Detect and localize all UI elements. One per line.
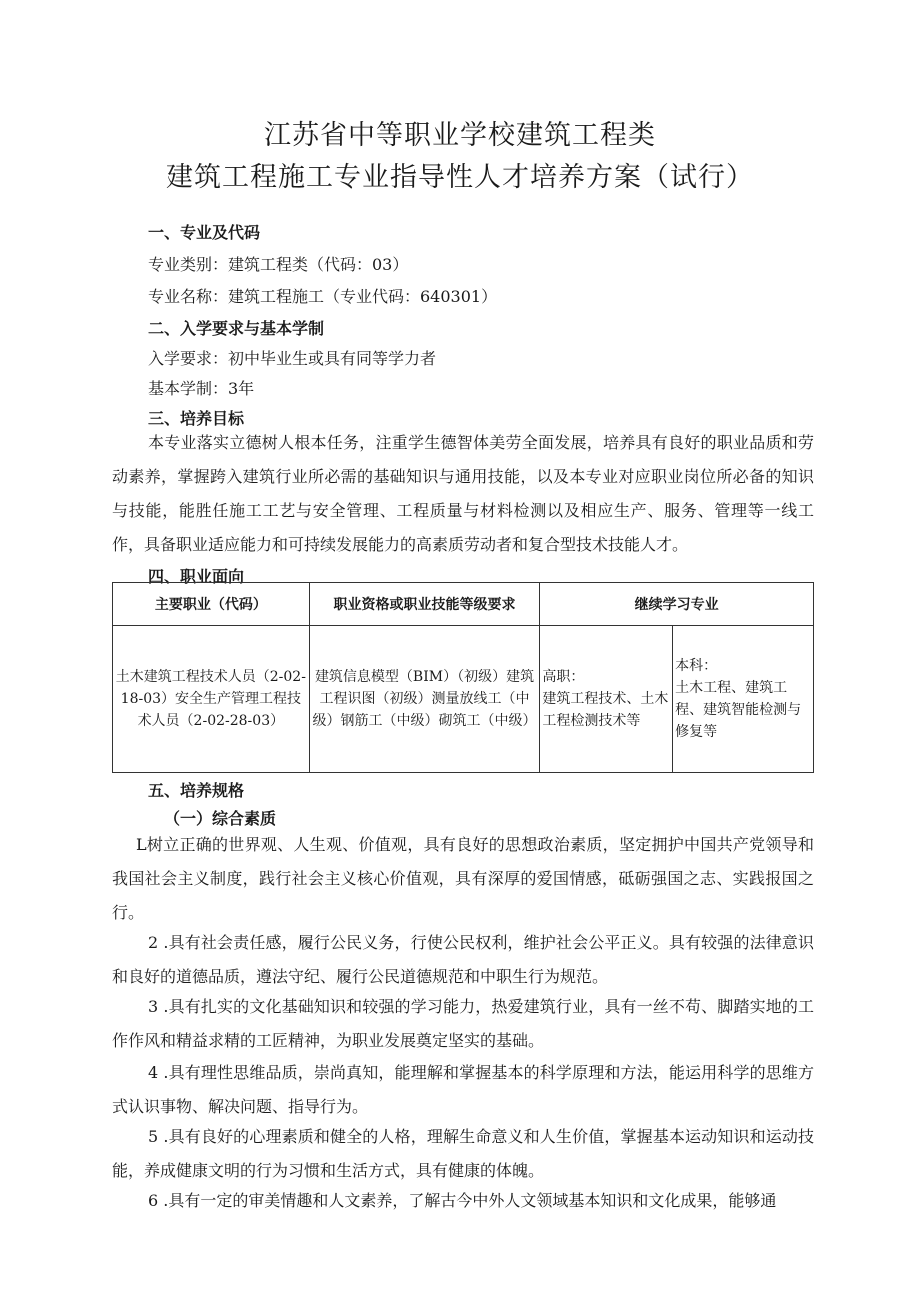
major-name: 专业名称：建筑工程施工（专业代码：640301）: [148, 287, 498, 306]
table-header-row: [113, 583, 814, 626]
table-row: [113, 626, 814, 773]
section2-heading: 二、入学要求与基本学制: [148, 319, 325, 338]
section3-heading: 三、培养目标: [148, 409, 245, 428]
undergraduate-majors: 土木工程、建筑工程、建筑智能检测与修复等: [675, 680, 802, 740]
cell-undergraduate: [673, 626, 814, 773]
header-occupation: 主要职业（代码）: [113, 583, 310, 626]
cell-qualifications: 建筑信息模型（BIM）（初级）建筑工程识图（初级）测量放线工（中级）钢筋工（中级）砌筑工（中级）: [309, 626, 540, 773]
document-title-line1: 江苏省中等职业学校建筑工程类: [264, 120, 656, 151]
training-objective-paragraph: 本专业落实立德树人根本任务，注重学生德智体美劳全面发展，培养具有良好的职业品质和劳动素养，掌握跨入建筑行业所必需的基础知识与通用技能，以及本专业对应职业岗位所必备的知识与技能，能胜任施工工艺与安全管理、工程质量与材料检测以及相应生产、服务、管理等一线工作，具备职业适应能力和可持续发展能力的高素质劳动者和复合型技术技能人才。: [112, 433, 814, 554]
quality-item-1: L树立正确的世界观、人生观、价值观，具有良好的思想政治素质，坚定拥护中国共产党领导和我国社会主义制度，践行社会主义核心价值观，具有深厚的爱国情感，砥砺强国之志、实践报国之行。: [112, 835, 814, 922]
section4-heading: 四、职业面向: [148, 567, 245, 586]
section1-heading: 一、专业及代码: [148, 223, 261, 242]
quality-item-5: 5 .具有良好的心理素质和健全的人格，理解生命意义和人生价值，掌握基本运动知识和运动技能，养成健康文明的行为习惯和生活方式，具有健康的体魄。: [112, 1127, 814, 1180]
higher-vocational-label: 高职：: [542, 669, 585, 685]
quality-item-3: 3 .具有扎实的文化基础知识和较强的学习能力，热爱建筑行业，具有一丝不苟、脚踏实地的工作作风和精益求精的工匠精神，为职业发展奠定坚实的基础。: [112, 997, 814, 1050]
undergraduate-label: 本科：: [675, 658, 718, 674]
section5-subheading: （一）综合素质: [164, 809, 277, 828]
higher-vocational-majors: 建筑工程技术、土木工程检测技术等: [542, 691, 669, 729]
quality-item-6: 6 .具有一定的审美情趣和人文素养，了解古今中外人文领域基本知识和文化成果，能够通: [148, 1191, 777, 1210]
admission-requirement: 入学要求：初中毕业生或具有同等学力者: [148, 349, 437, 368]
basic-duration: 基本学制：3年: [148, 379, 255, 398]
career-orientation-table: [112, 582, 814, 773]
header-further-study: 继续学习专业: [540, 583, 814, 626]
section5-heading: 五、培养规格: [148, 781, 245, 800]
quality-item-2: 2 .具有社会责任感，履行公民义务，行使公民权利，维护社会公平正义。具有较强的法律意识和良好的道德品质，遵法守纪、履行公民道德规范和中职生行为规范。: [112, 933, 814, 986]
cell-occupations: 土木建筑工程技术人员（2-02-18-03）安全生产管理工程技术人员（2-02-28-03）: [113, 626, 310, 773]
header-qualification: 职业资格或职业技能等级要求: [309, 583, 540, 626]
cell-higher-vocational: [540, 626, 673, 773]
document-title-line2: 建筑工程施工专业指导性人才培养方案（试行）: [166, 162, 754, 193]
quality-item-4: 4 .具有理性思维品质，崇尚真知，能理解和掌握基本的科学原理和方法，能运用科学的思维方式认识事物、解决问题、指导行为。: [112, 1063, 814, 1116]
major-category: 专业类别：建筑工程类（代码：03）: [148, 255, 409, 274]
